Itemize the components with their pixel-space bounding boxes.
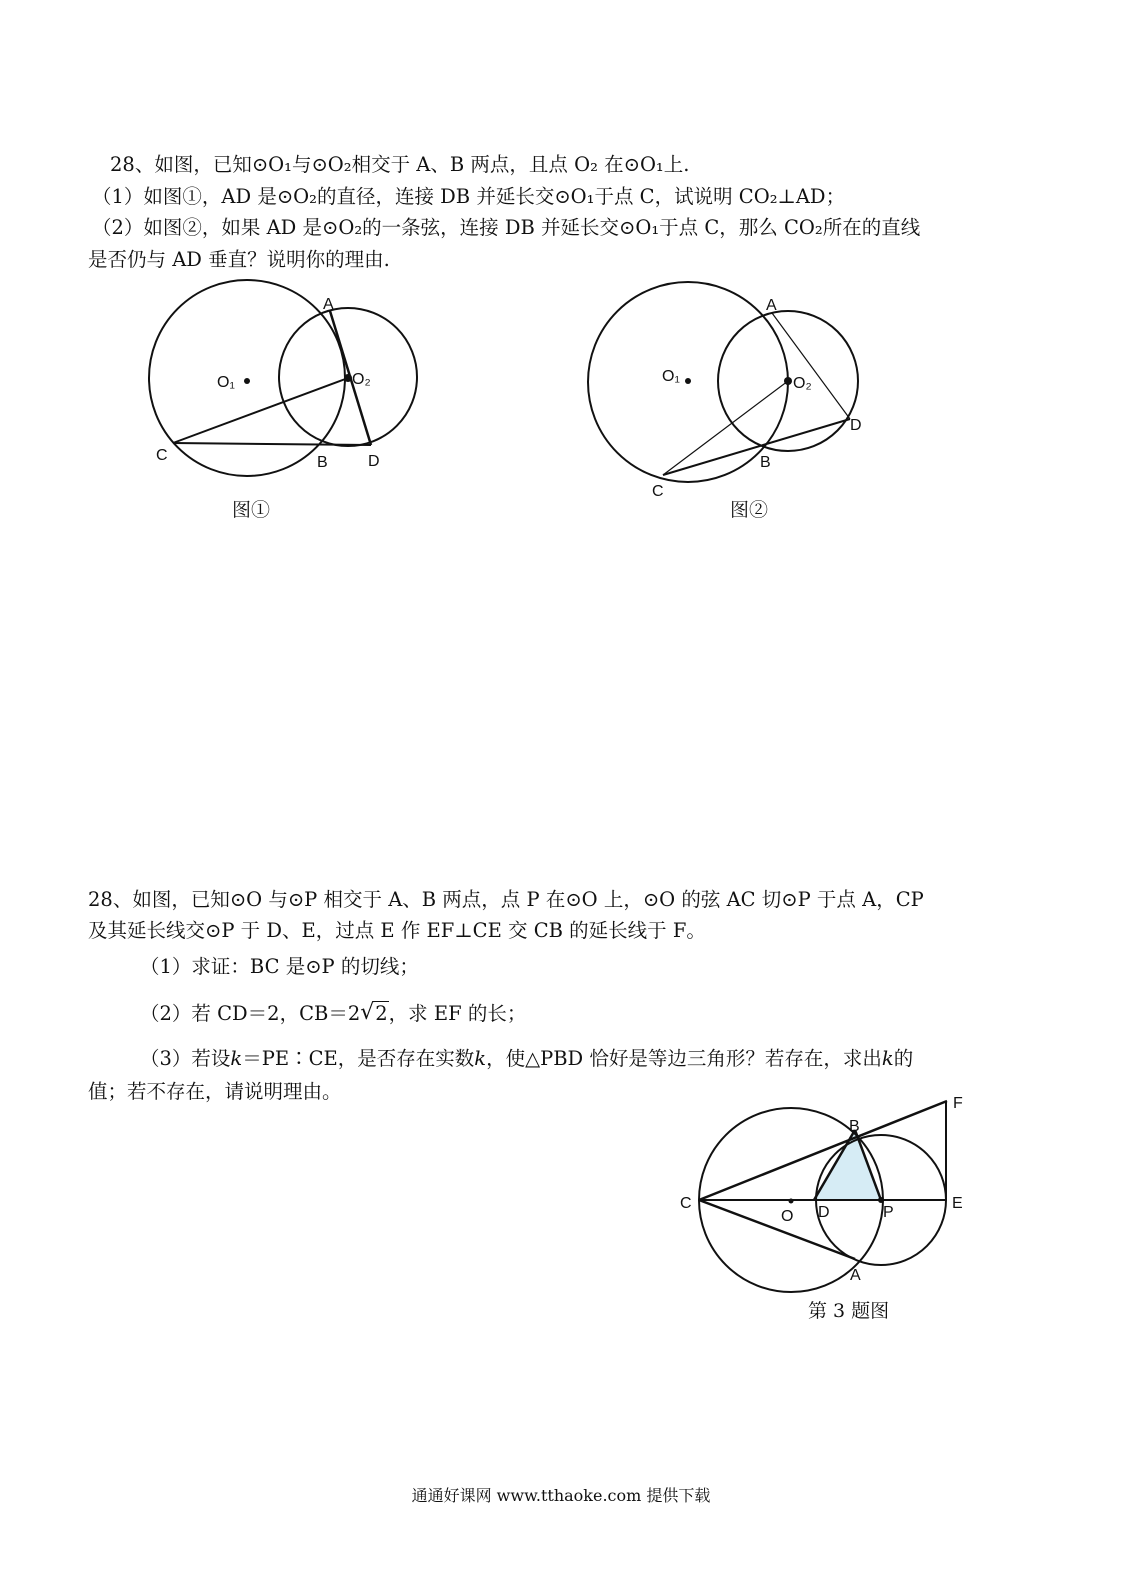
label-b: B: [760, 454, 771, 471]
part-3-a: （3）若设: [140, 1047, 231, 1070]
figure-1-caption: 图①: [232, 499, 271, 521]
label-o1: O₁: [662, 368, 680, 385]
figure-1: [140, 280, 440, 490]
problem2-part-3: [140, 1045, 913, 1073]
point-o2: [784, 377, 792, 385]
label-p: P: [883, 1204, 894, 1221]
problem2-line-1: 28、如图，已知⊙O 与⊙P 相交于 A、B 两点，点 P 在⊙O 上，⊙O 的弦 AC 切⊙P 于点 A，CP: [88, 888, 924, 911]
problem1-line-2: （1）如图①，AD 是⊙O₂的直径，连接 DB 并延长交⊙O₁于点 C，试说明 CO₂⊥AD；: [92, 185, 846, 208]
label-o2: O₂: [352, 371, 371, 388]
var-k: k: [474, 1047, 487, 1070]
problem2-line-2: 及其延长线交⊙P 于 D、E，过点 E 作 EF⊥CE 交 CB 的延长线于 F。: [88, 919, 706, 942]
label-b: B: [317, 454, 328, 471]
part-2-prefix: （2）若 CD＝2，CB＝: [140, 1002, 348, 1025]
problem1-line-3: （2）如图②，如果 AD 是⊙O₂的一条弦，连接 DB 并延长交⊙O₁于点 C，那么 CO₂所在的直线: [92, 216, 921, 239]
point-o: [789, 1199, 794, 1204]
label-d: D: [368, 453, 380, 470]
label-a: A: [323, 296, 334, 313]
footer-credit: 通通好课网 www.tthaoke.com 提供下载: [411, 1486, 711, 1505]
label-f: F: [953, 1095, 963, 1112]
problem2-part-2: [140, 1000, 526, 1028]
point-p: [878, 1197, 884, 1203]
figure-3-caption: 第 3 题图: [808, 1300, 890, 1322]
segment-cd: [663, 419, 850, 475]
figure-2: [580, 280, 890, 500]
figure-2-caption: 图②: [730, 499, 769, 521]
line-ca: [699, 1200, 855, 1259]
point-o1: [244, 378, 250, 384]
figure-3: [680, 1090, 980, 1290]
label-o2: O₂: [793, 375, 812, 392]
label-a: A: [850, 1267, 861, 1284]
sqrt-symbol: [360, 1000, 388, 1028]
radical-sign: √: [360, 1000, 375, 1025]
part-3-b: ＝PE∶CE，是否存在实数: [242, 1047, 475, 1070]
label-c: C: [652, 483, 664, 500]
part-3-d: 的: [893, 1047, 914, 1070]
label-b: B: [849, 1118, 860, 1135]
label-o1: O₁: [217, 374, 235, 391]
point-o1: [685, 378, 691, 384]
label-d: D: [850, 417, 862, 434]
label-c: C: [156, 447, 168, 464]
part-2-suffix: ，求 EF 的长；: [388, 1002, 527, 1025]
segment-co2: [173, 378, 348, 443]
part-2-coef: 2: [347, 1002, 361, 1025]
label-d: D: [818, 1204, 830, 1221]
problem1-line-1: 28、如图，已知⊙O₁与⊙O₂相交于 A、B 两点，且点 O₂ 在⊙O₁上.: [110, 153, 690, 176]
segment-ad: [772, 313, 850, 419]
problem2-part-1: （1）求证：BC 是⊙P 的切线；: [140, 955, 419, 978]
var-k: k: [230, 1047, 243, 1070]
label-e: E: [952, 1195, 963, 1212]
segment-cd: [173, 443, 371, 445]
label-c: C: [680, 1195, 692, 1212]
problem1-line-4: 是否仍与 AD 垂直？说明你的理由.: [88, 248, 390, 271]
point-o2: [344, 374, 352, 382]
part-3-c: ，使△PBD 恰好是等边三角形？若存在，求出: [486, 1047, 882, 1070]
problem2-part-3-line-2: 值；若不存在，请说明理由。: [88, 1080, 342, 1103]
radicand: 2: [375, 1002, 388, 1025]
label-o: O: [781, 1208, 794, 1225]
var-k: k: [881, 1047, 894, 1070]
label-a: A: [766, 297, 777, 314]
